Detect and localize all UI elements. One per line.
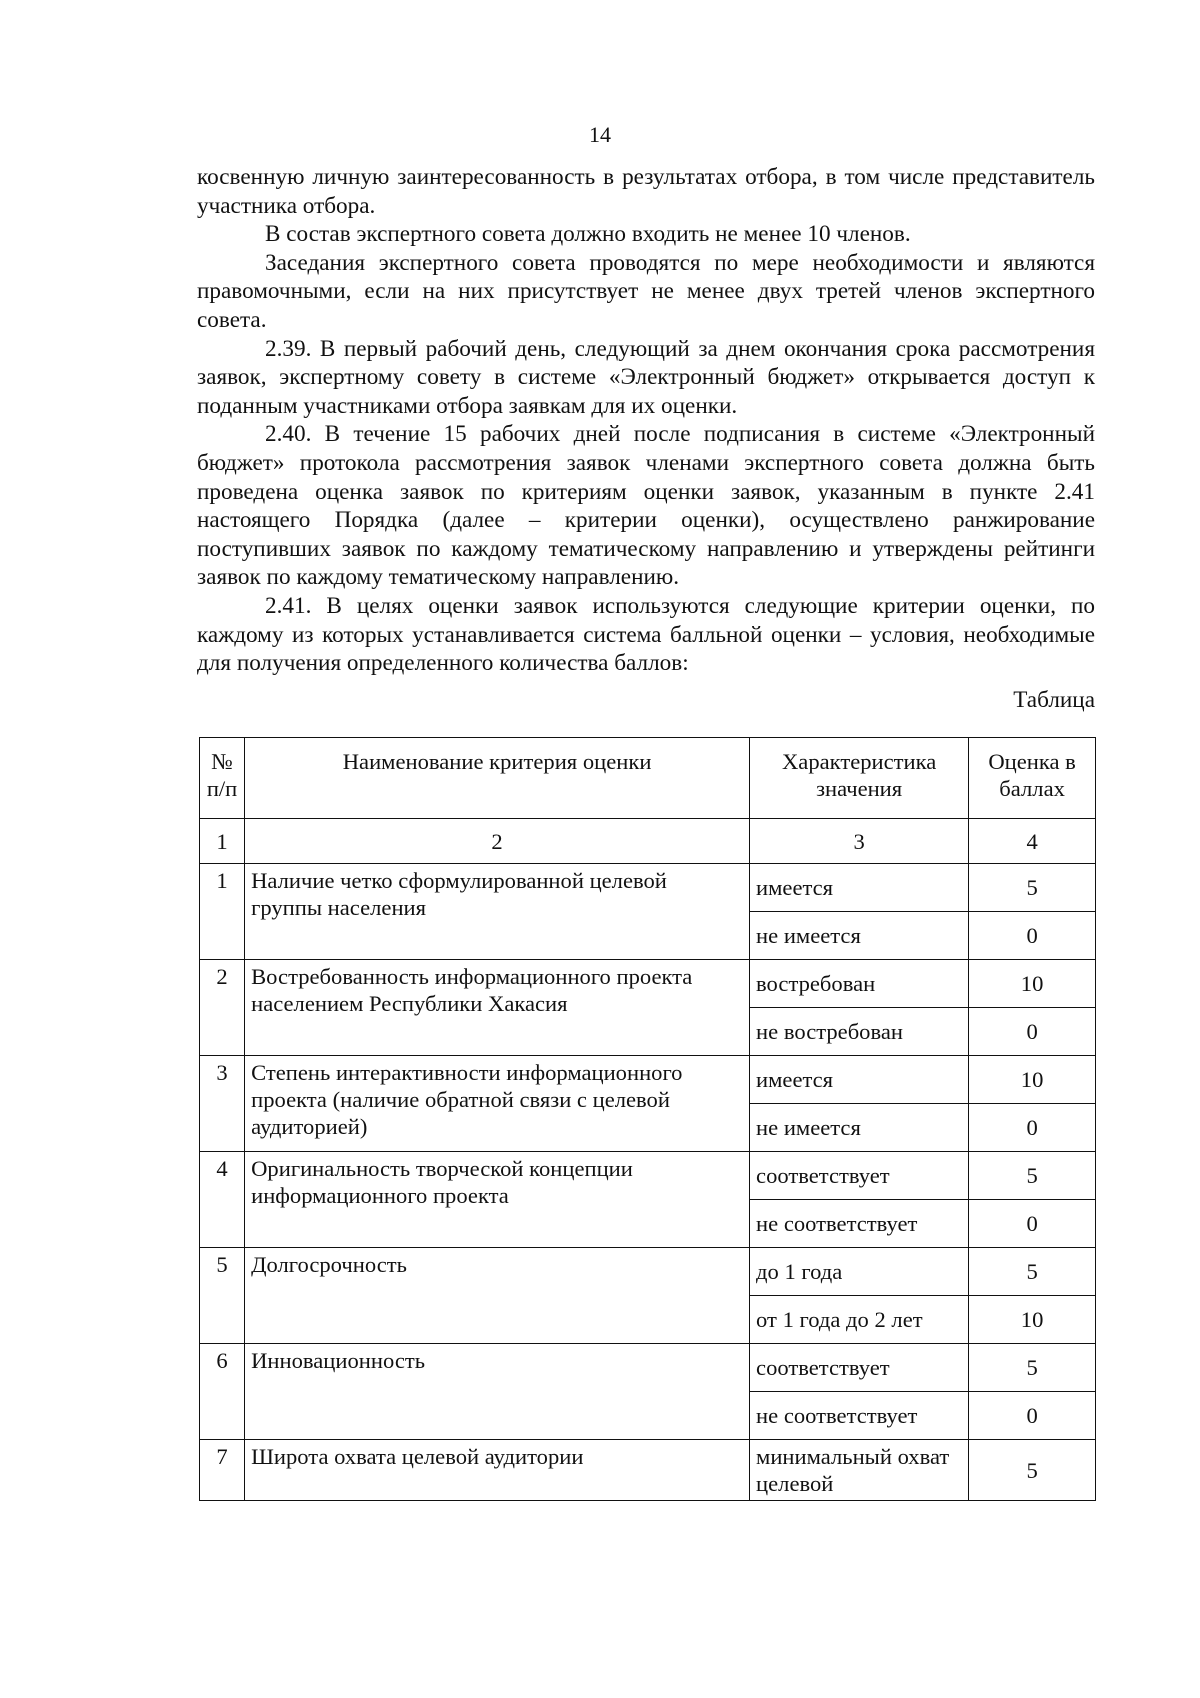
criterion-number: 2 bbox=[200, 960, 245, 1056]
criterion-name: Инновационность bbox=[245, 1344, 750, 1440]
criteria-table bbox=[199, 737, 1096, 1501]
page-number: 14 bbox=[589, 122, 611, 147]
criterion-number: 1 bbox=[200, 864, 245, 960]
criterion-number: 7 bbox=[200, 1440, 245, 1501]
criteria-body bbox=[200, 864, 1096, 1501]
criterion-characteristic: не соответствует bbox=[750, 1392, 969, 1440]
table-index-row bbox=[200, 819, 1096, 864]
paragraph: В состав экспертного совета должно входить не менее 10 членов. bbox=[265, 221, 911, 248]
criterion-number: 4 bbox=[200, 1152, 245, 1248]
table-row bbox=[200, 960, 1096, 1008]
criterion-characteristic: не соответствует bbox=[750, 1200, 969, 1248]
criterion-name: Востребованность информационного проекта населением Республики Хакасия bbox=[245, 960, 750, 1056]
index-cell: 4 bbox=[969, 819, 1096, 864]
paragraph: Заседания экспертного совета проводятся по мере необходимости и являются правомочными, если на них присутствует не менее двух третей членов экспертного совета. bbox=[197, 249, 1095, 333]
criterion-characteristic: не имеется bbox=[750, 1104, 969, 1152]
criterion-name: Оригинальность творческой концепции информационного проекта bbox=[245, 1152, 750, 1248]
index-cell: 1 bbox=[200, 819, 245, 864]
criterion-characteristic: имеется bbox=[750, 864, 969, 912]
criterion-score: 10 bbox=[969, 960, 1096, 1008]
criterion-characteristic: не востребован bbox=[750, 1008, 969, 1056]
paragraph: 2.40. В течение 15 рабочих дней после подписания в системе «Электронный бюджет» протокола рассмотрения заявок членами экспертного совета должна быть проведена оценка заявок по критериям оценки заявок, указанным в пункте 2.41 настоящего Порядка (далее – критерии оценки), осуществлено ранжирование поступивших заявок по каждому тематическому направлению и утверждены рейтинги заявок по каждому тематическому направлению. bbox=[197, 421, 1095, 591]
criterion-score: 10 bbox=[969, 1056, 1096, 1104]
criterion-characteristic: до 1 года bbox=[750, 1248, 969, 1296]
criterion-number: 6 bbox=[200, 1344, 245, 1440]
criterion-score: 5 bbox=[969, 1152, 1096, 1200]
body-text bbox=[197, 163, 1095, 714]
criterion-score: 0 bbox=[969, 912, 1096, 960]
table-row bbox=[200, 1056, 1096, 1104]
criterion-characteristic: востребован bbox=[750, 960, 969, 1008]
index-cell: 3 bbox=[750, 819, 969, 864]
criterion-score: 0 bbox=[969, 1200, 1096, 1248]
criterion-score: 10 bbox=[969, 1296, 1096, 1344]
criterion-characteristic: не имеется bbox=[750, 912, 969, 960]
criterion-score: 0 bbox=[969, 1008, 1096, 1056]
criterion-score: 5 bbox=[969, 1248, 1096, 1296]
table-header-row bbox=[200, 738, 1096, 819]
criterion-name: Долгосрочность bbox=[245, 1248, 750, 1344]
criterion-number: 3 bbox=[200, 1056, 245, 1152]
criterion-score: 0 bbox=[969, 1104, 1096, 1152]
paragraph: косвенную личную заинтересованность в результатах отбора, в том числе представитель участника отбора. bbox=[197, 164, 1095, 219]
table-row bbox=[200, 1344, 1096, 1392]
header-characteristic: Характеристика значения bbox=[750, 738, 969, 819]
criterion-name: Степень интерактивности информационного проекта (наличие обратной связи с целевой аудиторией) bbox=[245, 1056, 750, 1152]
index-cell: 2 bbox=[245, 819, 750, 864]
criterion-characteristic: соответствует bbox=[750, 1152, 969, 1200]
criterion-characteristic: соответствует bbox=[750, 1344, 969, 1392]
criterion-score: 5 bbox=[969, 1344, 1096, 1392]
criterion-score: 5 bbox=[969, 1440, 1096, 1501]
criterion-score: 5 bbox=[969, 864, 1096, 912]
criterion-characteristic: имеется bbox=[750, 1056, 969, 1104]
criterion-score: 0 bbox=[969, 1392, 1096, 1440]
criterion-characteristic: минимальный охват целевой bbox=[750, 1440, 969, 1501]
criterion-name: Наличие четко сформулированной целевой группы населения bbox=[245, 864, 750, 960]
header-score: Оценка в баллах bbox=[969, 738, 1096, 819]
criterion-characteristic: от 1 года до 2 лет bbox=[750, 1296, 969, 1344]
header-num: № п/п bbox=[200, 738, 245, 819]
paragraph: 2.41. В целях оценки заявок используются следующие критерии оценки, по каждому из которых устанавливается система балльной оценки – условия, необходимые для получения определенного количества баллов: bbox=[197, 592, 1095, 677]
table-row bbox=[200, 1152, 1096, 1200]
table-caption: Таблица bbox=[1013, 686, 1095, 713]
table-row bbox=[200, 1248, 1096, 1296]
paragraph: 2.39. В первый рабочий день, следующий за днем окончания срока рассмотрения заявок, экспертному совету в системе «Электронный бюджет» открывается доступ к поданным участниками отбора заявкам для их оценки. bbox=[197, 335, 1095, 419]
criterion-name: Широта охвата целевой аудитории bbox=[245, 1440, 750, 1501]
table-row bbox=[200, 864, 1096, 912]
table-row bbox=[200, 1440, 1096, 1501]
criterion-number: 5 bbox=[200, 1248, 245, 1344]
header-name: Наименование критерия оценки bbox=[245, 738, 750, 819]
